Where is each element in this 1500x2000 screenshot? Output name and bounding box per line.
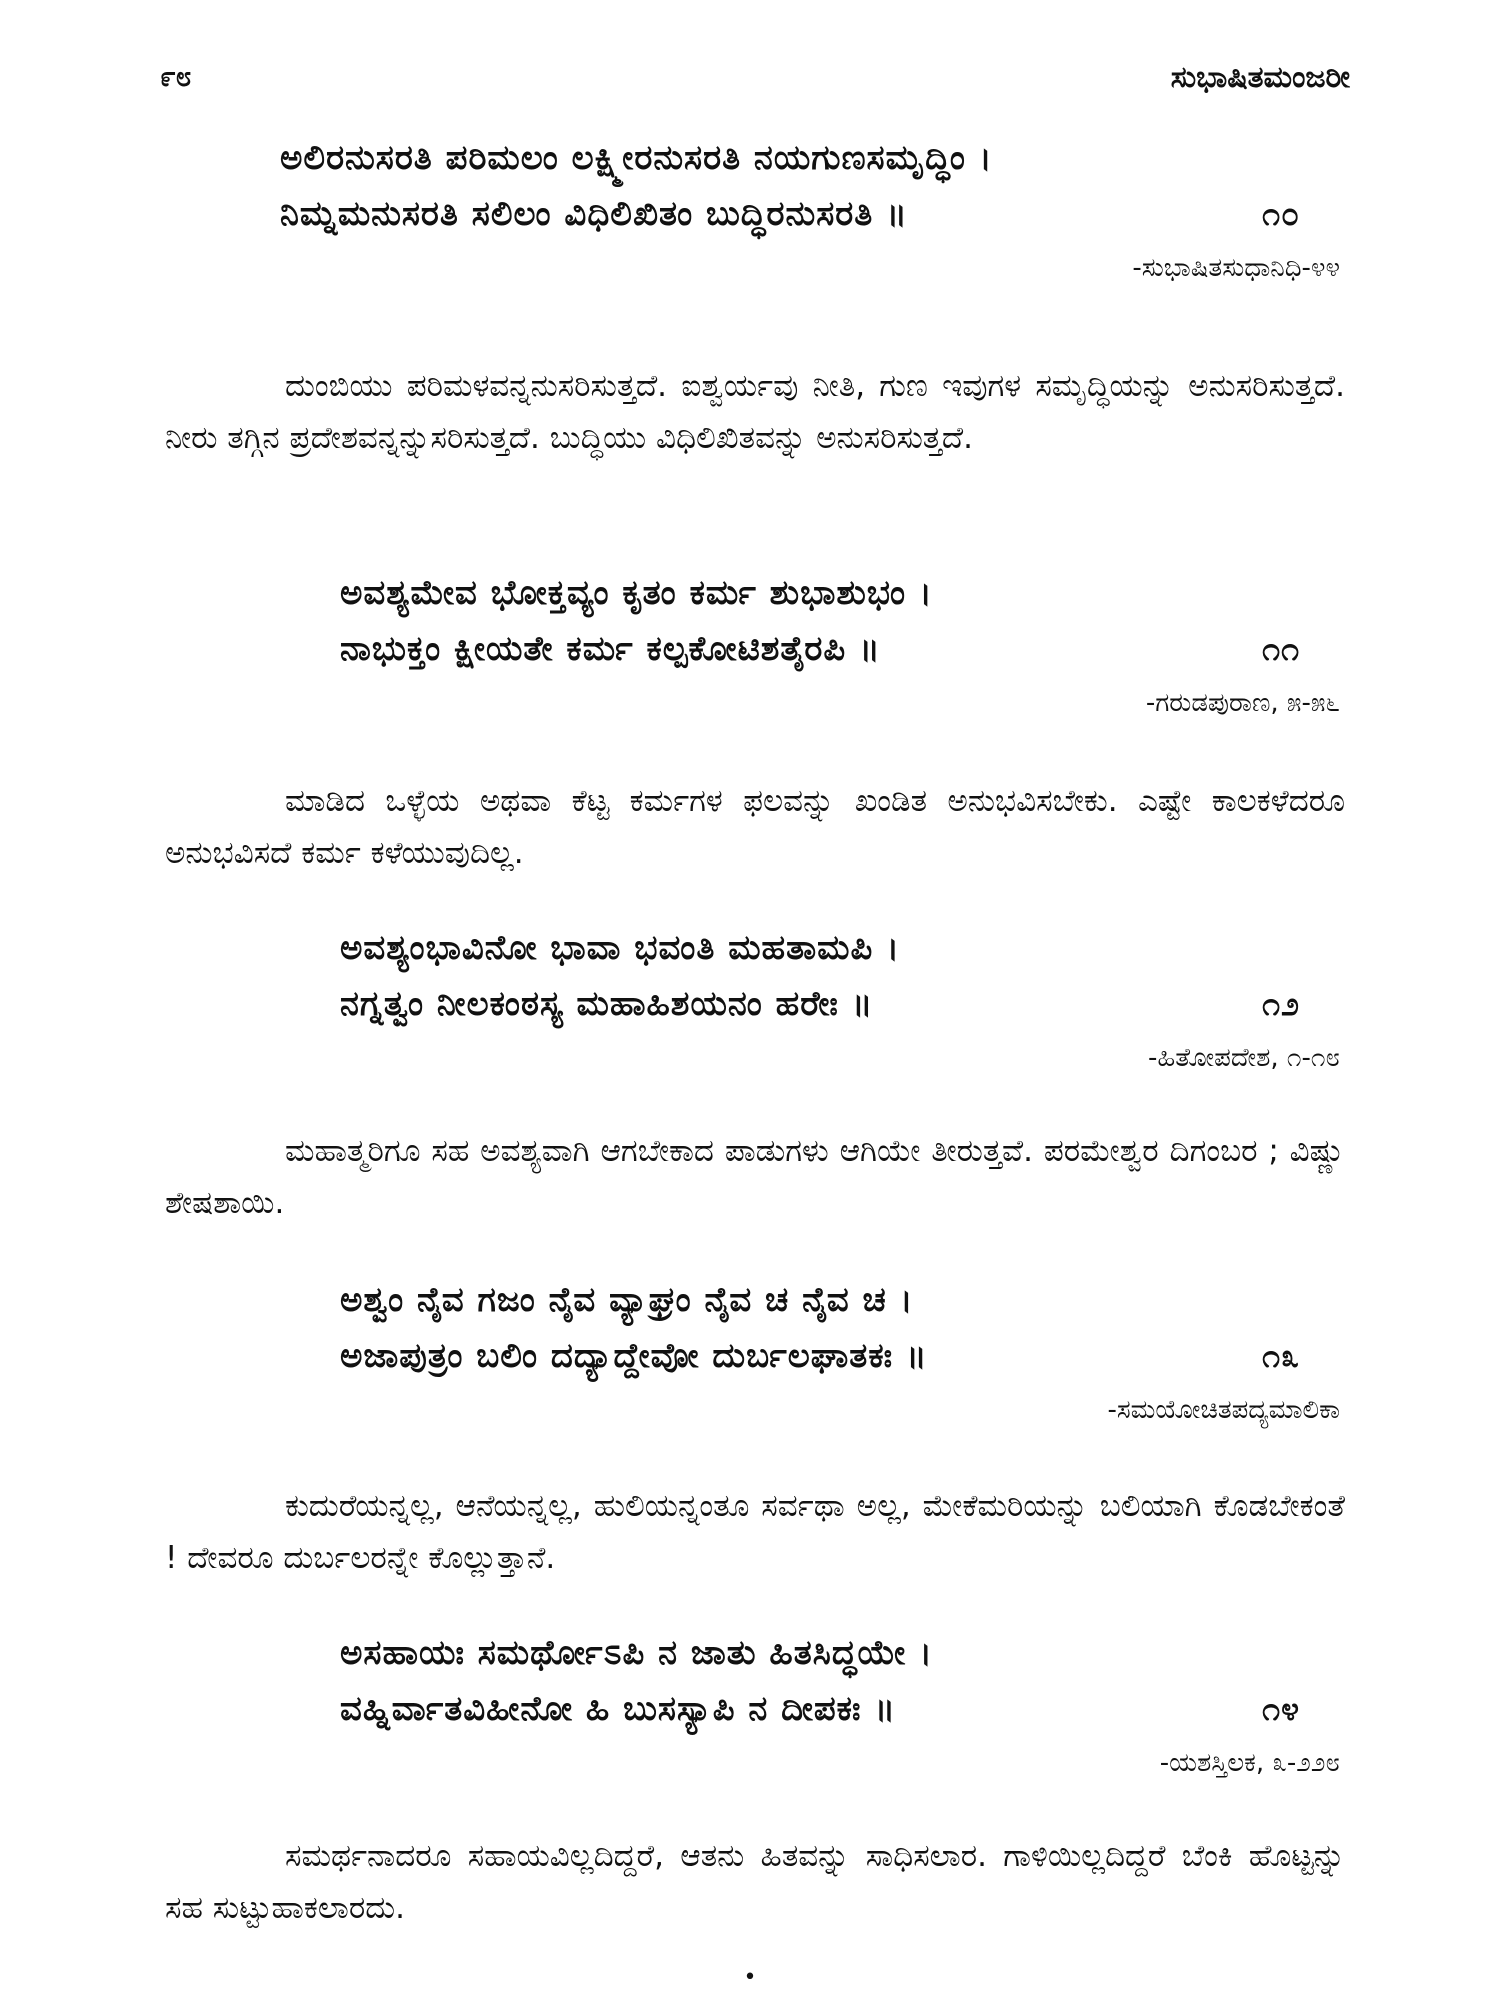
verse-line xyxy=(340,621,1340,677)
verse-line-text: ಅಜಾಪುತ್ರಂ ಬಲಿಂ ದದ್ಯಾದ್ದೇವೋ ದುರ್ಬಲಘಾತಕಃ ॥ xyxy=(340,1336,928,1376)
translation-paragraph: ದುಂಬಿಯು ಪರಿಮಳವನ್ನನುಸರಿಸುತ್ತದೆ. ಐಶ್ವರ್ಯವು ನೀತಿ, ಗುಣ ಇವುಗಳ ಸಮೃದ್ಧಿಯನ್ನು ಅನುಸರಿಸುತ್ತದೆ. ನೀರು ತಗ್ಗಿನ ಪ್ರದೇಶವನ್ನನ್ನುಸರಿಸುತ್ತದೆ. ಬುದ್ಧಿಯು ವಿಧಿಲಿಖಿತವನ್ನು ಅನುಸರಿಸುತ್ತದೆ. xyxy=(165,368,1345,456)
verse-line xyxy=(340,976,1340,1032)
verse-source: -ಗರುಡಪುರಾಣ, ೫-೫೬ xyxy=(1145,688,1340,718)
verse-source: -ಯಶಸ್ತಿಲಕ, ೩-೨೨೮ xyxy=(1159,1748,1340,1778)
translation-paragraph: ಮಾಡಿದ ಒಳ್ಳೆಯ ಅಥವಾ ಕೆಟ್ಟ ಕರ್ಮಗಳ ಫಲವನ್ನು ಖಂಡಿತ ಅನುಭವಿಸಬೇಕು. ಎಷ್ಟೇ ಕಾಲಕಳೆದರೂ ಅನುಭವಿಸದೆ ಕರ್ಮ ಕಳೆಯುವುದಿಲ್ಲ. xyxy=(165,783,1345,871)
verse-number: ೧೦ xyxy=(1262,195,1300,233)
translation-paragraph: ಮಹಾತ್ಮರಿಗೂ ಸಹ ಅವಶ್ಯವಾಗಿ ಆಗಬೇಕಾದ ಪಾಡುಗಳು ಆಗಿಯೇ ತೀರುತ್ತವೆ. ಪರಮೇಶ್ವರ ದಿಗಂಬರ ; ವಿಷ್ಣು ಶೇಷಶಾಯಿ. xyxy=(165,1133,1345,1221)
verse-line: ಅಶ್ವಂ ನೈವ ಗಜಂ ನೈವ ವ್ಯಾಘ್ರಂ ನೈವ ಚ ನೈವ ಚ । xyxy=(340,1280,914,1320)
verse-line-text: ವಹ್ನಿರ್ವಾತವಿಹೀನೋ ಹಿ ಬುಸಸ್ಯಾಪಿ ನ ದೀಪಕಃ ॥ xyxy=(340,1689,896,1729)
verse-source: -ಸುಭಾಷಿತಸುಧಾನಿಧಿ-೪೪ xyxy=(1132,253,1340,283)
running-title: ಸುಭಾಷಿತಮಂಜರೀ xyxy=(1170,60,1350,95)
translation-paragraph: ಸಮರ್ಥನಾದರೂ ಸಹಾಯವಿಲ್ಲದಿದ್ದರೆ, ಆತನು ಹಿತವನ್ನು ಸಾಧಿಸಲಾರ. ಗಾಳಿಯಿಲ್ಲದಿದ್ದರೆ ಬೆಂಕಿ ಹೊಟ್ಟನ್ನು ಸಹ ಸುಟ್ಟುಹಾಕಲಾರದು. xyxy=(165,1838,1345,1926)
verse-line: ಅಸಹಾಯಃ ಸಮರ್ಥೋಽಪಿ ನ ಜಾತು ಹಿತಸಿದ್ಧಯೇ । xyxy=(340,1633,933,1673)
verse-source: -ಸಮಯೋಚಿತಪದ್ಯಮಾಲಿಕಾ xyxy=(1107,1395,1340,1425)
verse-line: ಅವಶ್ಯಂಭಾವಿನೋ ಭಾವಾ ಭವಂತಿ ಮಹತಾಮಪಿ । xyxy=(340,928,901,968)
verse-block xyxy=(280,130,1340,288)
verse-number: ೧೧ xyxy=(1262,630,1300,668)
verse-line xyxy=(340,1328,1340,1384)
verse-line-text: ನಗ್ನತ್ವಂ ನೀಲಕಂಠಸ್ಯ ಮಹಾಹಿಶಯನಂ ಹರೇಃ ॥ xyxy=(340,984,874,1024)
verse-block xyxy=(340,1625,1340,1783)
translation-paragraph: ಕುದುರೆಯನ್ನಲ್ಲ, ಆನೆಯನ್ನಲ್ಲ, ಹುಲಿಯನ್ನಂತೂ ಸರ್ವಥಾ ಅಲ್ಲ, ಮೇಕೆಮರಿಯನ್ನು ಬಲಿಯಾಗಿ ಕೊಡಬೇಕಂತೆ ! ದೇವರೂ ದುರ್ಬಲರನ್ನೇ ಕೊಲ್ಲುತ್ತಾನೆ. xyxy=(165,1488,1345,1576)
verse-number: ೧೩ xyxy=(1262,1337,1300,1375)
verse-block xyxy=(340,920,1340,1078)
verse-line: ಅವಶ್ಯಮೇವ ಭೋಕ್ತವ್ಯಂ ಕೃತಂ ಕರ್ಮ ಶುಭಾಶುಭಂ । xyxy=(340,573,933,613)
verse-line xyxy=(280,186,1340,242)
footer-mark: • xyxy=(743,1965,757,1990)
page-number: ೯೮ xyxy=(160,60,192,93)
verse-line xyxy=(340,1681,1340,1737)
verse-block xyxy=(340,565,1340,723)
verse-line-text: ನಿಮ್ನಮನುಸರತಿ ಸಲಿಲಂ ವಿಧಿಲಿಖಿತಂ ಬುದ್ಧಿರನುಸರತಿ ॥ xyxy=(280,194,908,234)
verse-line-text: ನಾಭುಕ್ತಂ ಕ್ಷೀಯತೇ ಕರ್ಮ ಕಲ್ಪಕೋಟಿಶತೈರಪಿ ॥ xyxy=(340,629,881,669)
verse-block xyxy=(340,1272,1340,1430)
verse-number: ೧೨ xyxy=(1262,985,1300,1023)
verse-source: -ಹಿತೋಪದೇಶ, ೧-೧೮ xyxy=(1148,1043,1340,1073)
verse-number: ೧೪ xyxy=(1262,1690,1300,1728)
page-header xyxy=(160,60,1350,100)
verse-line: ಅಲಿರನುಸರತಿ ಪರಿಮಲಂ ಲಕ್ಷ್ಮೀರನುಸರತಿ ನಯಗುಣಸಮೃದ್ಧಿಂ । xyxy=(280,138,993,178)
